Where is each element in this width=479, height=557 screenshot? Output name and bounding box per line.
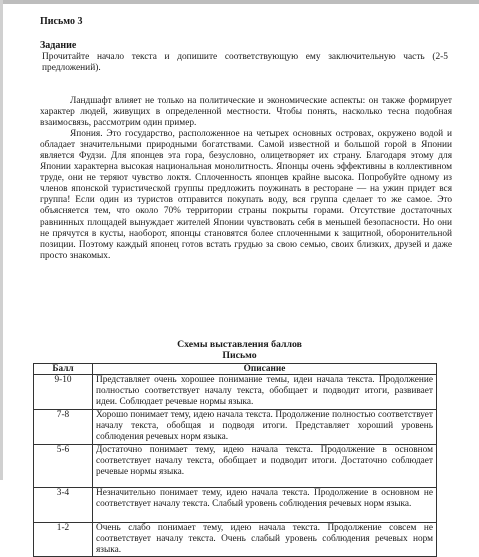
task-title: Задание [40, 40, 77, 51]
score-cell: 7-8 [34, 410, 93, 445]
page-top-border [0, 0, 479, 4]
document-heading: Письмо 3 [40, 16, 83, 27]
description-cell: Незначительно понимает тему, идею начала текста. Продолжение в основном не соответствует началу текста. Слабый уровень соблюдения речевых норм языка. [93, 488, 437, 523]
page-left-border [0, 0, 3, 480]
description-cell: Хорошо понимает тему, идею начала текста. Продолжение полностью соответствует началу текста, обобщая и подводя итоги. Представляет хороший уровень соблюдения речевых норм языка. [93, 410, 437, 445]
reading-text [40, 96, 452, 262]
scoring-table [33, 363, 437, 557]
table-row [34, 523, 437, 557]
description-cell: Достаточно понимает тему, идею начала текста. Продолжение в основном соответствует началу текста, обобщает и подводит итоги. Достаточно соблюдает речевые нормы языка. [93, 445, 437, 488]
table-row [34, 410, 437, 445]
task-instruction: Прочитайте начало текста и допишите соответствующую ему заключительную часть (2-5 предложений). [42, 52, 448, 73]
score-cell: 3-4 [34, 488, 93, 523]
score-cell: 9-10 [34, 375, 93, 410]
description-cell: Очень слабо понимает тему, идею начала текста. Продолжение совсем не соответствует началу текста. Очень слабый уровень соблюдения речевых норм языка. [93, 523, 437, 557]
paragraph-1: Ландшафт влияет не только на политические и экономические аспекты: он также формирует характер людей, живущих в определенной местности. Чтобы понять, насколько тесна подобная взаимосвязь, рассмотрим один пример. [40, 96, 452, 129]
scoring-scheme-subtitle: Письмо [222, 350, 257, 361]
score-cell: 5-6 [34, 445, 93, 488]
column-header-description: Описание [93, 364, 437, 375]
scoring-scheme-title: Схемы выставления баллов [177, 339, 302, 350]
table-row [34, 375, 437, 410]
table-row [34, 445, 437, 488]
table-row [34, 488, 437, 523]
score-cell: 1-2 [34, 523, 93, 557]
column-header-score: Балл [34, 364, 93, 375]
description-cell: Представляет очень хорошее понимание темы, идеи начала текста. Продолжение полностью соответствует началу текста, обобщает и подводит итоги, развивает идеи. Соблюдает речевые нормы языка. [93, 375, 437, 410]
table-header-row [34, 364, 437, 375]
paragraph-2: Япония. Это государство, расположенное на четырех основных островах, окружено водой и обладает значительными природными богатствами. Самой известной и большой горой в Японии является Фудзи. Для японцев эта гора, безусловно, олицетворяет их страну. Благодаря этому для Японии характерна высокая национальная монолитность. Японцы очень эффективны в коллективном труде, они не теряют чувство локтя. Сплоченность японцев крайне высока. Попробуйте одному из членов японской туристической группы предложить поужинать в ресторане — на ужин придет вся группа! Если один из туристов отправится покупать воду, вся группа сделает то же самое. Это объясняется тем, что около 70% территории страны покрыты горами. Отсутствие достаточных равнинных площадей вынуждает жителей Японии чувствовать себя в меньшей безопасности. Но они не прячутся в кусты, наоборот, японцы становятся более сплоченными к защитной, оборонительной позиции. Поэтому каждый японец готов встать грудью за свою семью, своих близких, друзей и даже просто знакомых. [40, 129, 452, 261]
